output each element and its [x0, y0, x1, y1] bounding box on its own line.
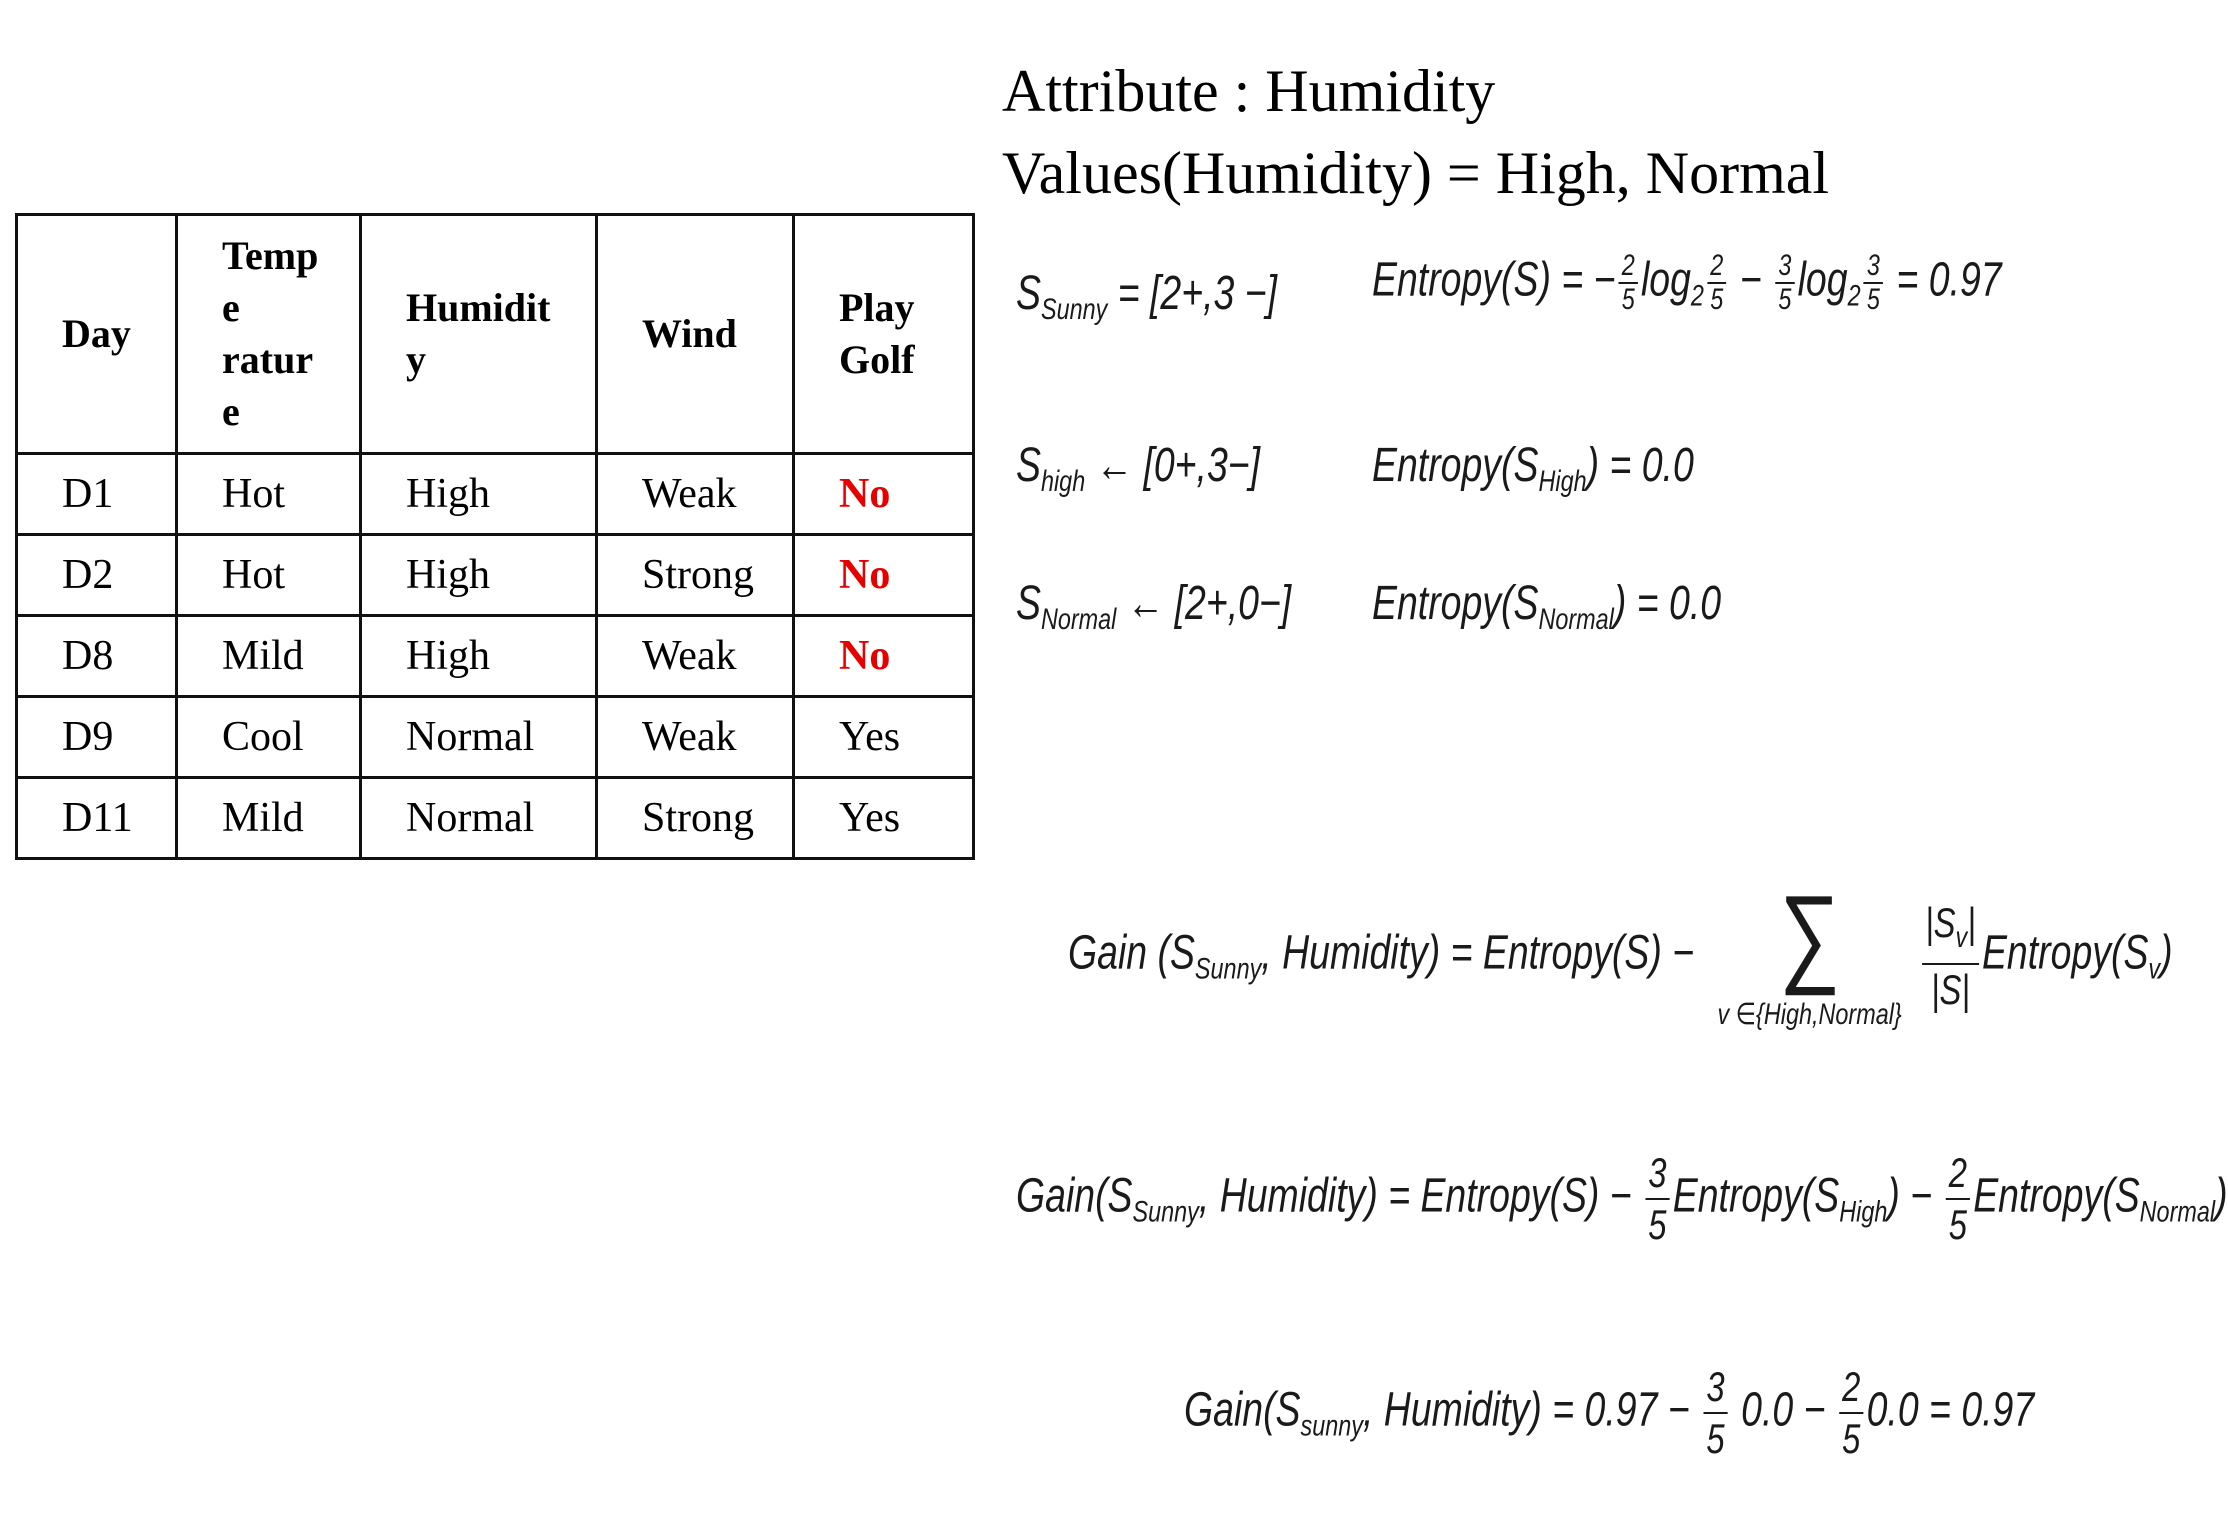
cell-play-golf: No: [794, 535, 974, 616]
header-humidity: Humidit y: [361, 215, 597, 454]
entropy-s-equation: Entropy(S) = − $\frac{2}{5}$ $\log_2$ $\frac{2}{5}$ − $\frac{3}{5}$ $\log_2$ $\frac{3}{5}$ = 0.97: [1372, 249, 2002, 316]
attribute-heading: Attribute : Humidity: [1002, 58, 1496, 124]
cell-temperature: Hot: [177, 535, 361, 616]
table-row: [17, 778, 974, 859]
cell-play-golf: No: [794, 616, 974, 697]
cell-temperature: Cool: [177, 697, 361, 778]
cell-temperature: Mild: [177, 778, 361, 859]
table-row: [17, 454, 974, 535]
header-play-golf: Play Golf: [794, 215, 974, 454]
table-header-row: [17, 215, 974, 454]
cell-play-golf: Yes: [794, 778, 974, 859]
cell-wind: Weak: [597, 616, 794, 697]
header-wind: Wind: [597, 215, 794, 454]
entropy-normal-equation: $Entropy(S_{Normal}) = 0.0$: [1372, 577, 1722, 636]
gain-formula: Gain ($S_{Sunny}$, Humidity) = Entropy(S) − ∑ v ∈{High,Normal} $\frac{|S_v|}{|S|}$ $Entropy(S_v)$: [1068, 873, 2173, 1031]
cell-wind: Strong: [597, 778, 794, 859]
cell-day: D8: [17, 616, 177, 697]
cell-temperature: Hot: [177, 454, 361, 535]
cell-day: D11: [17, 778, 177, 859]
values-heading: Values(Humidity) = High, Normal: [1002, 140, 1830, 206]
cell-play-golf: Yes: [794, 697, 974, 778]
table-row: [17, 697, 974, 778]
cell-play-golf: No: [794, 454, 974, 535]
s-sunny-equation: $S_{Sunny} = [2+,3$ −]: [1016, 267, 1277, 326]
cell-humidity: Normal: [361, 697, 597, 778]
play-golf-table: [15, 213, 975, 860]
cell-day: D9: [17, 697, 177, 778]
cell-temperature: Mild: [177, 616, 361, 697]
entropy-high-equation: $Entropy(S_{High}) = 0.0$: [1372, 439, 1694, 498]
cell-wind: Weak: [597, 697, 794, 778]
header-day: Day: [17, 215, 177, 454]
cell-humidity: High: [361, 616, 597, 697]
s-high-equation: $S_{high}$ ← [0+,3−]: [1016, 439, 1261, 498]
gain-substituted-formula: $Gain(S_{Sunny}$, Humidity) = Entropy(S) − $\frac{3}{5}$ $Entropy(S_{High})$ − $\frac{2}{5}$ $Entropy(S_{Normal})$: [1016, 1149, 2228, 1248]
table-row: [17, 535, 974, 616]
cell-humidity: High: [361, 535, 597, 616]
s-normal-equation: $S_{Normal}$ ← [2+,0−]: [1016, 577, 1292, 636]
table-row: [17, 616, 974, 697]
cell-humidity: High: [361, 454, 597, 535]
cell-day: D2: [17, 535, 177, 616]
summation-symbol: ∑ v ∈{High,Normal}: [1717, 873, 1902, 1031]
cell-day: D1: [17, 454, 177, 535]
gain-result-formula: $Gain(S_{sunny}$, Humidity) = 0.97 − $\frac{3}{5}$ 0.0 − $\frac{2}{5}$ 0.0 = 0.97: [1184, 1363, 2035, 1462]
cell-wind: Weak: [597, 454, 794, 535]
cell-wind: Strong: [597, 535, 794, 616]
header-temperature: Temp e ratur e: [177, 215, 361, 454]
cell-humidity: Normal: [361, 778, 597, 859]
